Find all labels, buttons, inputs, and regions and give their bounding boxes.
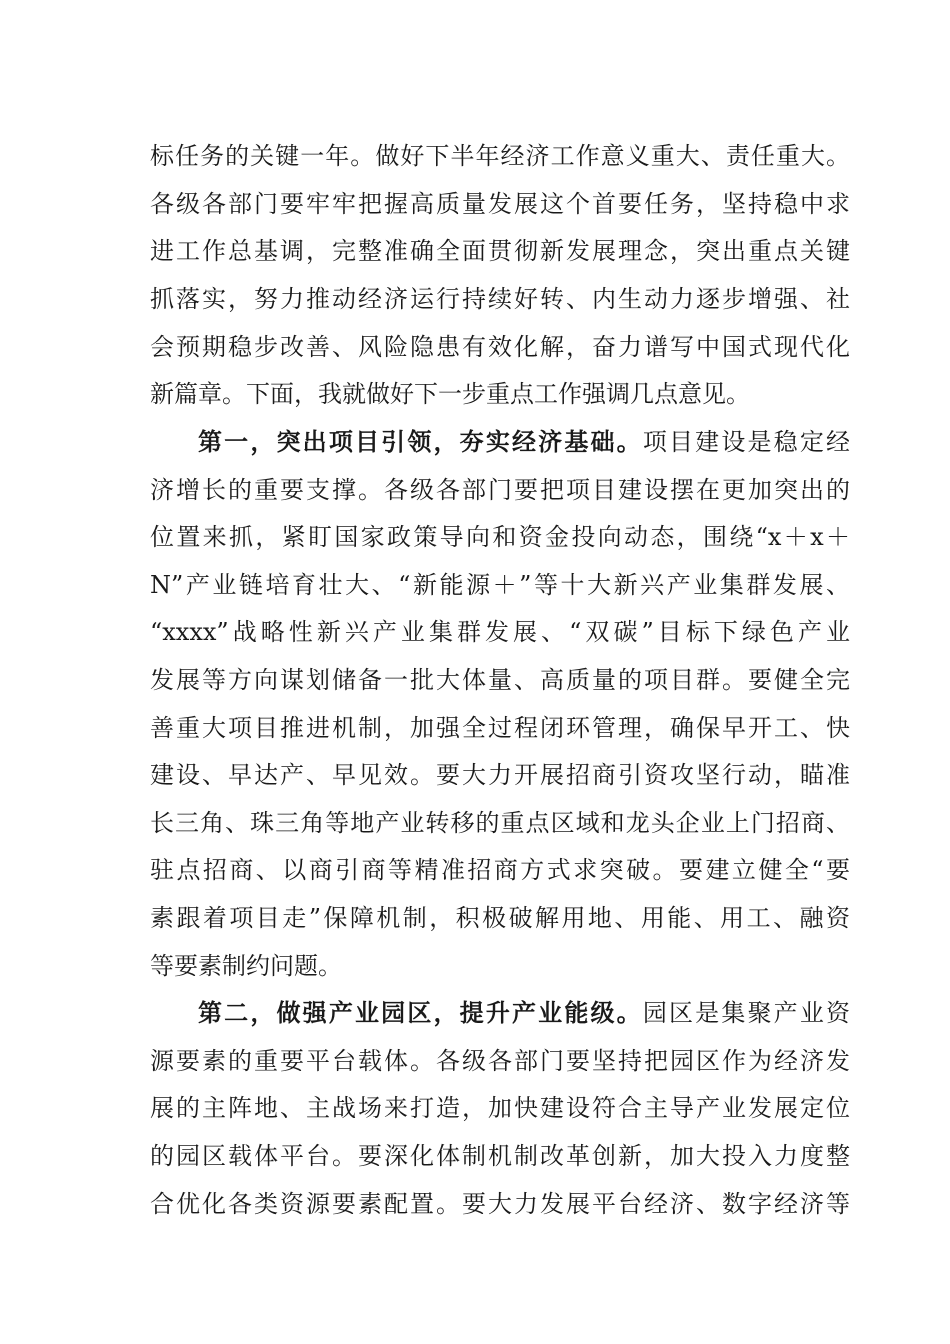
paragraph-line: 展的主阵地、主战场来打造，加快建设符合主导产业发展定位 — [150, 1094, 850, 1122]
paragraph-line: 各级各部门要牢牢把握高质量发展这个首要任务，坚持稳中求 — [150, 190, 850, 218]
section-heading: 第一，突出项目引领，夯实经济基础。 — [198, 427, 643, 456]
paragraph-line: 源要素的重要平台载体。各级各部门要坚持把园区作为经济发 — [150, 1047, 850, 1075]
paragraph-line: 济增长的重要支撑。各级各部门要把项目建设摆在更加突出的 — [150, 476, 850, 504]
paragraph-line: 的园区载体平台。要深化体制机制改革创新，加大投入力度整 — [150, 1142, 850, 1170]
paragraph-text: 园区是集聚产业资 — [642, 999, 851, 1027]
paragraph-first-line — [198, 422, 850, 462]
paragraph-line: “xxxx”战略性新兴产业集群发展、“双碳”目标下绿色产业 — [150, 618, 850, 646]
paragraph-line: 发展等方向谋划储备一批大体量、高质量的项目群。要健全完 — [150, 666, 850, 694]
paragraph-line: 驻点招商、以商引商等精准招商方式求突破。要建立健全“要 — [150, 856, 850, 884]
paragraph-line: 会预期稳步改善、风险隐患有效化解，奋力谱写中国式现代化 — [150, 333, 850, 361]
paragraph-first-line — [198, 993, 850, 1033]
paragraph-line: 合优化各类资源要素配置。要大力发展平台经济、数字经济等 — [150, 1190, 850, 1218]
section-heading: 第二，做强产业园区，提升产业能级。 — [198, 998, 643, 1027]
paragraph-line: 位置来抓，紧盯国家政策导向和资金投向动态，围绕“x＋x＋ — [150, 523, 850, 551]
paragraph-line: 抓落实，努力推动经济运行持续好转、内生动力逐步增强、社 — [150, 285, 850, 313]
paragraph-line: 素跟着项目走”保障机制，积极破解用地、用能、用工、融资 — [150, 904, 850, 932]
paragraph-line: 标任务的关键一年。做好下半年经济工作意义重大、责任重大。 — [150, 142, 850, 170]
paragraph-line: 新篇章。下面，我就做好下一步重点工作强调几点意见。 — [150, 380, 750, 408]
paragraph-line: 进工作总基调，完整准确全面贯彻新发展理念，突出重点关键 — [150, 237, 850, 265]
paragraph-line: N”产业链培育壮大、“新能源＋”等十大新兴产业集群发展、 — [150, 571, 850, 599]
paragraph-line: 建设、早达产、早见效。要大力开展招商引资攻坚行动，瞄准 — [150, 761, 850, 789]
paragraph-line: 善重大项目推进机制，加强全过程闭环管理，确保早开工、快 — [150, 714, 850, 742]
paragraph-line: 等要素制约问题。 — [150, 952, 342, 980]
paragraph-line: 长三角、珠三角等地产业转移的重点区域和龙头企业上门招商、 — [150, 809, 850, 837]
paragraph-text: 项目建设是稳定经 — [642, 428, 851, 456]
